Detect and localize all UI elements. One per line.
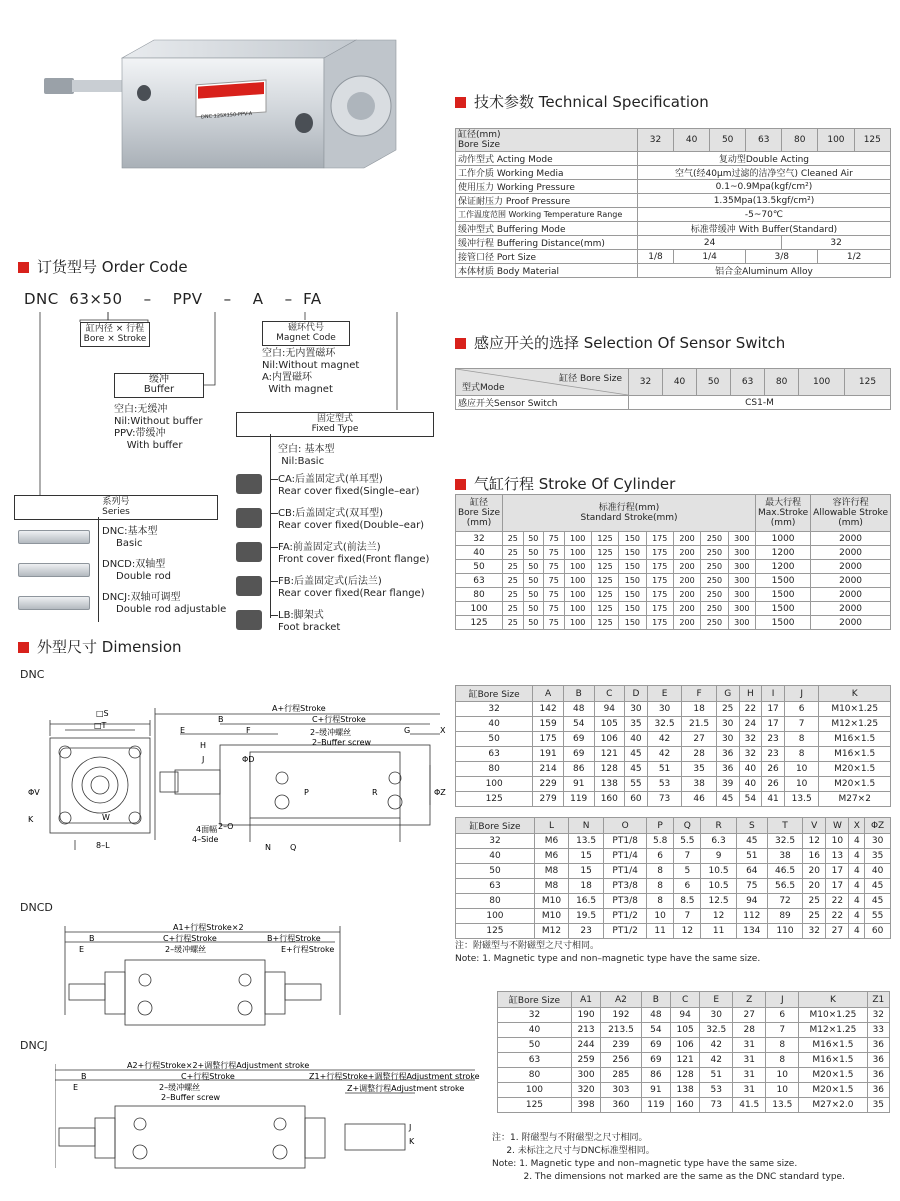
dimension-row: 63 259 256 69 121 42 31 8 M16×1.5 36 <box>498 1053 890 1068</box>
dncd-b-label: B <box>89 934 95 943</box>
dimension-row: 63 191 69 121 45 42 28 36 32 23 8 M16×1.5 <box>456 747 891 762</box>
dimension-row: 125 398 360 119 160 73 41.5 13.5 M27×2.0 35 <box>498 1098 890 1113</box>
dncd-c-label: C+行程Stroke <box>163 934 217 943</box>
dim-side-en: 4–Side <box>192 835 219 844</box>
series-item: DNCJ:双轴可调型 Double rod adjustable <box>102 592 227 615</box>
dim-z-label: ΦZ <box>434 788 446 797</box>
tech-spec-table: 缸径(mm) Bore Size 32 40 50 63 80 100 125 动作型式 Acting Mode 复动型Double Acting 工作介质 Working Media 空气(经40μm过滤的洁净空气) Cleaned Air 使用压力 Working Pressure 0.1~0.9Mpa(kgf/cm²) 保证耐压力 Proof Pressure 1.35Mpa(13.5kgf/cm²) 工作温度范围 Working Temperature Range -5~70℃ 缓冲型式 Buffering Mode 标准带缓冲 With Buffer(Standard) 缓冲行程 Buffering Distance(mm) 24 32 接管口径 Port Size 1/8 1/4 3/8 1/2 本体材质 Body Material 铝合金Aluminum Alloy <box>455 128 891 278</box>
dimension-row: 125 M12 23 PT1/2 11 12 11 134 110 32 27 4 60 <box>456 924 891 939</box>
dimension-row: 80 300 285 86 128 51 31 10 M20×1.5 36 <box>498 1068 890 1083</box>
fixed-basic: 空白: 基本型 Nil:Basic <box>278 444 335 467</box>
sensor-title: 感应开关的选择 Selection Of Sensor Switch <box>455 332 785 353</box>
dncj-drawing <box>55 1058 485 1176</box>
dim-l-label: 8–L <box>96 841 110 850</box>
dimension-row: 100 M10 19.5 PT1/2 10 7 12 112 89 25 22 4 55 <box>456 909 891 924</box>
dimension-row: 32 190 192 48 94 30 27 6 M10×1.25 32 <box>498 1008 890 1023</box>
dim-v-label: ΦV <box>28 788 40 797</box>
dimension-row: 80 M10 16.5 PT3/8 8 8.5 12.5 94 72 25 22 4 45 <box>456 894 891 909</box>
stroke-row: 32 25 50 75 100 125 150 175 200 250 300 1000 2000 <box>456 532 891 546</box>
dncd-bplus-label: B+行程Stroke <box>267 934 321 943</box>
stroke-row: 125 25 50 75 100 125 150 175 200 250 300 1500 2000 <box>456 616 891 630</box>
fixed-type-item: CA:后盖固定式(单耳型) Rear cover fixed(Single–ear) <box>278 474 420 497</box>
dim-r-label: R <box>372 788 378 797</box>
series-box: 系列号 Series <box>14 495 218 520</box>
brand-sub: CYLINDER <box>235 100 259 108</box>
dim-n-label: N <box>265 843 271 852</box>
dnc-drawing <box>20 700 460 860</box>
dnc-dimension-table-2: 缸Bore Size L N O P Q R S T V W X ΦZ 32 M6 13.5 PT1/8 5.8 5.5 6.3 45 32.5 12 10 4 30 40 M6 15 PT1/4 6 7 9 51 38 16 13 4 35 50 M8 15 PT1/4 8 5 10.5 64 46.5 20 17 4 40 63 M8 18 PT3/8 8 6 10.5 75 56.5 20 17 4 45 80 M10 16.5 PT3/8 8 8.5 12.5 94 72 25 22 4 45 100 M10 19.5 PT1/2 10 7 12 112 89 25 22 4 55 125 M12 23 PT1/2 11 12 11 134 110 32 27 4 60 <box>455 817 891 939</box>
order-code-string: DNC 63×50 – PPV – A – FA <box>24 290 322 308</box>
tech-spec-title: 技术参数 Technical Specification <box>455 91 709 112</box>
dimension-row: 100 229 91 138 55 53 38 39 40 26 10 M20×1.5 <box>456 777 891 792</box>
dim-w-label: W <box>102 813 110 822</box>
sensor-table: 缸径 Bore Size 型式Mode 32 40 50 63 80 100 125 感应开关Sensor Switch CS1-M <box>455 368 891 410</box>
dncj-z1-label: Z1+行程Stroke+调整行程Adjustment stroke <box>309 1072 480 1081</box>
stroke-row: 63 25 50 75 100 125 150 175 200 250 300 1500 2000 <box>456 574 891 588</box>
mount-bracket-icon <box>236 576 262 596</box>
mount-bracket-icon <box>236 474 262 494</box>
dim-d-label: ΦD <box>242 755 255 764</box>
dim-buf-en: 2–Buffer screw <box>312 738 372 747</box>
dncj-e-label: E <box>73 1083 79 1092</box>
dim-h-label: H <box>200 741 207 750</box>
magnet-options: 空白:无内置磁环 Nil:Without magnet A:内置磁环 With magnet <box>262 348 360 395</box>
dncd-buf-label: 2–缓冲螺丝 <box>165 945 207 954</box>
dim-f-label: F <box>246 726 251 735</box>
dncj-k-label: K <box>409 1137 415 1146</box>
series-cylinder-icon <box>18 563 90 577</box>
dim-a-label: A+行程Stroke <box>272 704 326 713</box>
dim-side-cn: 4面幅 <box>196 825 218 834</box>
dim-o-label: 2–O <box>218 822 234 831</box>
dncj-buf-en: 2–Buffer screw <box>161 1093 221 1102</box>
stroke-table: 缸径 Bore Size (mm) 标准行程(mm) Standard Stroke(mm) 最大行程 Max.Stroke (mm) 容许行程 Allowable Stroke (mm) 32 25 50 75 100 125 150 175 200 250 300 1000 2000 40 25 50 75 100 125 150 175 200 250 300 1200 2000 50 25 50 75 100 125 150 175 200 250 300 1200 2000 63 25 50 75 100 125 150 175 200 250 300 1500 2000 80 25 50 75 100 125 150 175 200 250 300 1500 2000 100 25 50 75 100 125 150 175 200 250 300 1500 2000 125 25 50 75 100 125 150 175 200 250 300 1500 2000 <box>455 494 891 630</box>
order-code-title: 订货型号 Order Code <box>18 256 188 277</box>
dim-b-label: B <box>218 715 224 724</box>
dim-e-label: E <box>180 726 186 735</box>
mount-bracket-icon <box>236 508 262 528</box>
label-dncd: DNCD <box>20 901 53 914</box>
bore-stroke-box: 缸内径 × 行程 Bore × Stroke <box>80 322 150 347</box>
stroke-row: 50 25 50 75 100 125 150 175 200 250 300 1200 2000 <box>456 560 891 574</box>
dim-p-label: P <box>304 788 309 797</box>
fixed-type-item: CB:后盖固定式(双耳型) Rear cover fixed(Double–ear) <box>278 508 425 531</box>
dncd-drawing <box>55 920 355 1030</box>
fixed-type-box: 固定型式 Fixed Type <box>236 412 434 437</box>
dncd-a1-label: A1+行程Stroke×2 <box>173 923 244 932</box>
buffer-box: 缓冲 Buffer <box>114 373 204 398</box>
fixed-type-item: LB:脚架式 Foot bracket <box>278 610 341 633</box>
label-dncj: DNCJ <box>20 1039 48 1052</box>
series-cylinder-icon <box>18 596 90 610</box>
dnc-dimension-table-1: 缸Bore Size A B C D E F G H I J K 32 142 48 94 30 30 18 25 22 17 6 M10×1.25 40 159 54 105 35 32.5 21.5 30 24 17 7 M12×1.25 50 175 69 106 40 42 27 30 32 23 8 M16×1.5 63 191 69 121 45 42 28 36 32 23 8 M16×1.5 80 214 86 128 45 51 35 36 40 26 10 M20×1.5 100 229 91 138 55 53 38 39 40 26 10 M20×1.5 125 279 119 160 60 73 46 45 54 41 13.5 M27×2 <box>455 685 891 807</box>
dncj-j-label: J <box>409 1123 412 1132</box>
mount-bracket-icon <box>236 542 262 562</box>
dncd-eplus-label: E+行程Stroke <box>281 945 335 954</box>
series-item: DNC:基本型 Basic <box>102 526 158 549</box>
dimension-row: 80 214 86 128 45 51 35 36 40 26 10 M20×1.5 <box>456 762 891 777</box>
dimension-row: 100 320 303 91 138 53 31 10 M20×1.5 36 <box>498 1083 890 1098</box>
dimension-row: 50 244 239 69 106 42 31 8 M16×1.5 36 <box>498 1038 890 1053</box>
dim-x-label: X <box>440 726 446 735</box>
dimension-row: 32 142 48 94 30 30 18 25 22 17 6 M10×1.25 <box>456 702 891 717</box>
fixed-type-item: FB:后盖固定式(后法兰) Rear cover fixed(Rear flange) <box>278 576 425 599</box>
dimension-row: 40 M6 15 PT1/4 6 7 9 51 38 16 13 4 35 <box>456 849 891 864</box>
dim-c-label: C+行程Stroke <box>312 715 366 724</box>
mount-bracket-icon <box>236 610 262 630</box>
cylinder-photo <box>36 28 416 203</box>
label-model: DNC 125X150-PPV-A <box>201 110 253 121</box>
dim-buf-cn: 2–缓冲螺丝 <box>310 728 352 737</box>
dim-j-label: J <box>202 755 205 764</box>
stroke-row: 100 25 50 75 100 125 150 175 200 250 300 1500 2000 <box>456 602 891 616</box>
dncj-z-label: Z+调整行程Adjustment stroke <box>347 1084 465 1093</box>
series-item: DNCD:双轴型 Double rod <box>102 559 171 582</box>
dimension-row: 32 M6 13.5 PT1/8 5.8 5.5 6.3 45 32.5 12 10 4 30 <box>456 834 891 849</box>
dimension-row: 50 M8 15 PT1/4 8 5 10.5 64 46.5 20 17 4 40 <box>456 864 891 879</box>
buffer-options: 空白:无缓冲 Nil:Without buffer PPV:带缓冲 With buffer <box>114 404 203 451</box>
stroke-row: 80 25 50 75 100 125 150 175 200 250 300 1500 2000 <box>456 588 891 602</box>
dncj-b-label: B <box>81 1072 87 1081</box>
dim-s-label: □S <box>96 709 109 718</box>
dim-k-label: K <box>28 815 34 824</box>
dncj-buf-cn: 2–缓冲螺丝 <box>159 1083 201 1092</box>
brand-logo: SNZ <box>208 98 231 111</box>
dimension-row: 63 M8 18 PT3/8 8 6 10.5 75 56.5 20 17 4 45 <box>456 879 891 894</box>
dncj-c-label: C+行程Stroke <box>181 1072 235 1081</box>
magnet-box: 磁环代号 Magnet Code <box>262 321 350 346</box>
dim-g-label: G <box>404 726 411 735</box>
dimension-row: 40 159 54 105 35 32.5 21.5 30 24 17 7 M12×1.25 <box>456 717 891 732</box>
label-dnc: DNC <box>20 668 45 681</box>
dncj-dimension-table: 缸Bore Size A1 A2 B C E Z J K Z1 32 190 192 48 94 30 27 6 M10×1.25 32 40 213 213.5 54 105 32.5 28 7 M12×1.25 33 50 244 239 69 106 42 31 8 M16×1.5 36 63 259 256 69 121 42 31 8 M16×1.5 36 80 300 285 86 128 51 31 10 M20×1.5 36 100 320 303 91 138 53 31 10 M20×1.5 36 125 398 360 119 160 73 41.5 13.5 M27×2.0 35 <box>497 991 890 1113</box>
dncd-e-label: E <box>79 945 85 954</box>
fixed-type-item: FA:前盖固定式(前法兰) Front cover fixed(Front flange) <box>278 542 430 565</box>
dimension-row: 50 175 69 106 40 42 27 30 32 23 8 M16×1.5 <box>456 732 891 747</box>
dim-t-label: □T <box>94 721 107 730</box>
dimension-title: 外型尺寸 Dimension <box>18 636 182 657</box>
stroke-title: 气缸行程 Stroke Of Cylinder <box>455 473 675 494</box>
dnc-note: 注：附磁型与不附磁型之尺寸相同。 Note: 1. Magnetic type and non–magnetic type have the same size. <box>455 941 761 964</box>
dimension-row: 40 213 213.5 54 105 32.5 28 7 M12×1.25 33 <box>498 1023 890 1038</box>
dimension-row: 125 279 119 160 60 73 46 45 54 41 13.5 M27×2 <box>456 792 891 807</box>
dncj-notes: 注：1. 附磁型与不附磁型之尺寸相同。 2. 未标注之尺寸与DNC标准型相同。 Note: 1. Magnetic type and non–magnetic type have the same size. 2. The dimensions not marked are the same as the DNC standard type. <box>492 1133 845 1182</box>
stroke-row: 40 25 50 75 100 125 150 175 200 250 300 1200 2000 <box>456 546 891 560</box>
dncj-a2-label: A2+行程Stroke×2+调整行程Adjustment stroke <box>127 1061 310 1070</box>
series-cylinder-icon <box>18 530 90 544</box>
dim-q-label: Q <box>290 843 297 852</box>
